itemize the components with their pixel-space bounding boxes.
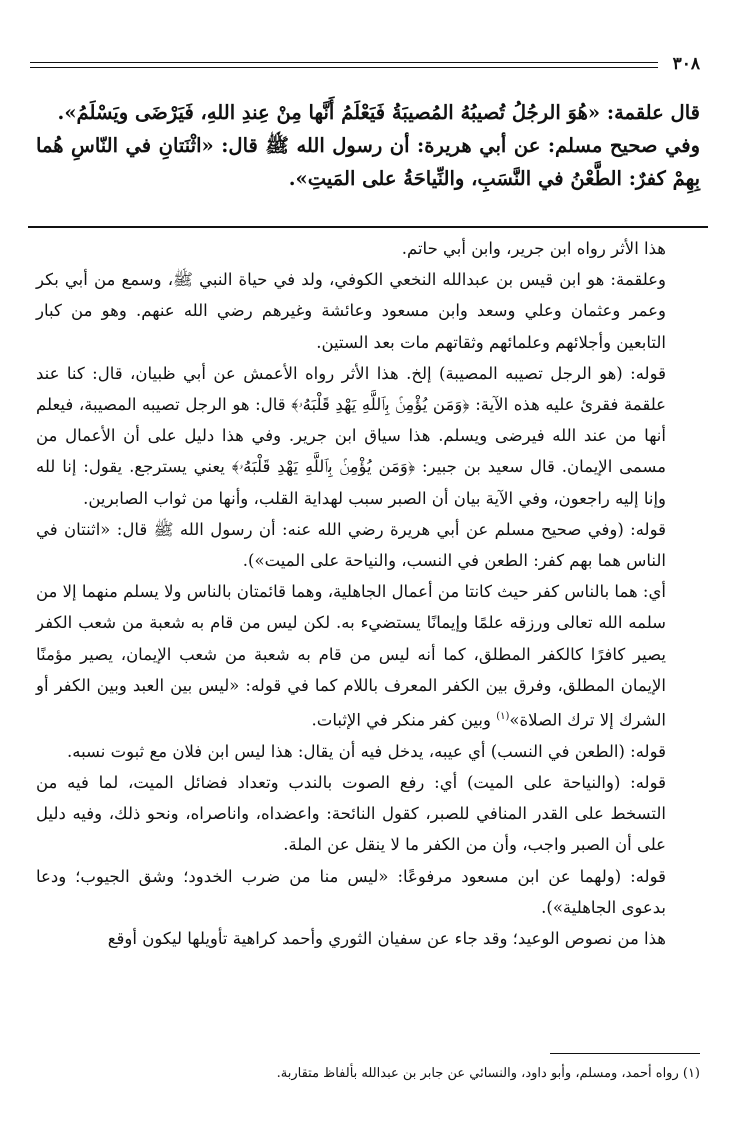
main-text	[36, 96, 700, 195]
header-rule	[30, 67, 658, 68]
matn-paragraph: وفي صحيح مسلم: عن أبي هريرة: أن رسول الله ﷺ قال: «اثْنَتانِ في النّاسِ هُما بِهِمْ كفرٌ: الطَّعْنُ في النَّسَبِ، والنِّياحَةُ على المَيتِ».	[36, 134, 700, 190]
matn-paragraph: قال علقمة: «هُوَ الرجُلُ تُصيبُهُ المُصيبَةُ فَيَعْلَمُ أَنَّها مِنْ عِندِ اللهِ، فَيَرْضَى ويَسْلَمُ».	[57, 101, 700, 124]
footnote-divider	[550, 1053, 700, 1054]
page-number: ٣٠٨	[672, 54, 700, 74]
commentary-paragraph: قوله: (هو الرجل تصيبه المصيبة) إلخ. هذا الأثر رواه الأعمش عن أبي ظبيان، قال: كنا عند علقمة فقرئ عليه هذه الآية: ﴿وَمَن يُؤْمِنۢ بِٱللَّهِ يَهْدِ قَلْبَهُۥ﴾ قال: هو الرجل تصيبه المصيبة، فيعلم أنها من عند الله فيرضى ويسلم. هذا سياق ابن جرير. وفي هذا دليل على أن الأعمال من مسمى الإيمان. قال سعيد بن جبير: ﴿وَمَن يُؤْمِنۢ بِٱللَّهِ يَهْدِ قَلْبَهُۥ﴾ يعني يسترجع. يقول: إنا لله وإنا إليه راجعون، وفي الآية بيان أن الصبر سبب لهداية القلب، وأنها من ثواب الصابرين.	[36, 363, 666, 508]
commentary-paragraph: وعلقمة: هو ابن قيس بن عبدالله النخعي الكوفي، ولد في حياة النبي ﷺ، وسمع من أبي بكر وعمر وعثمان وعلي وسعد وابن مسعود وعائشة وغيرهم رضي الله عنهم. وهو من كبار التابعين وأجلائهم وعلمائهم وثقاتهم مات بعد الستين.	[36, 270, 666, 352]
commentary-paragraph: هذا الأثر رواه ابن جرير، وابن أبي حاتم.	[401, 239, 666, 258]
section-divider	[28, 226, 708, 228]
commentary-paragraph: قوله: (ولهما عن ابن مسعود مرفوعًا: «ليس منا من ضرب الخدود؛ وشق الجيوب؛ ودعا بدعوى الجاهلية»).	[36, 866, 666, 917]
commentary-paragraph: قوله: (والنياحة على الميت) أي: رفع الصوت بالندب وتعداد فضائل الميت، لما فيه من التسخط على القدر المنافي للصبر، كقول النائحة: واعضداه، واناصراه، ونحو ذلك، وفيه دليل على أن الصبر واجب، وأن من الكفر ما لا ينقل عن الملة.	[36, 772, 666, 855]
commentary-paragraph: قوله: (الطعن في النسب) أي عيبه، يدخل فيه أن يقال: هذا ليس ابن فلان مع ثبوت نسبه.	[66, 741, 666, 761]
commentary-text-run: أي: هما بالناس كفر حيث كانتا من أعمال الجاهلية، وهما قائمتان بالناس ولا يسلم منهما إلا من سلمه الله تعالى ورزقه علمًا وإيمانًا يستضيء به. لكن ليس من قام به شعبة من شعب الكفر يصير كافرًا كالكفر المطلق، كما أنه ليس من قام به شعبة من شعب الإيمان، يصير مؤمنًا الإيمان المطلق، وفرق بين الكفر المعرف باللام كما في قوله: «ليس بين العبد وبين الكفر أو الشرك إلا ترك الصلاة»	[36, 582, 666, 730]
commentary-paragraph: هذا من نصوص الوعيد؛ وقد جاء عن سفيان الثوري وأحمد كراهية تأويلها ليكون أوقع	[107, 928, 666, 948]
header-rule	[30, 62, 658, 63]
footnote-marker[interactable]: (١)	[496, 711, 510, 723]
commentary-text	[36, 233, 700, 954]
commentary-text-run: وبين كفر منكر في الإثبات.	[311, 710, 491, 730]
page-header	[30, 54, 700, 76]
commentary-paragraph	[36, 576, 700, 736]
commentary-paragraph: قوله: (وفي صحيح مسلم عن أبي هريرة رضي الله عنه: أن رسول الله ﷺ قال: «اثنتان في الناس هما بهم كفر: الطعن في النسب، والنياحة على الميت»).	[36, 519, 666, 571]
footnote: (١) رواه أحمد، ومسلم، وأبو داود، والنسائي عن جابر بن عبدالله بألفاظ متقاربة.	[276, 1066, 700, 1081]
